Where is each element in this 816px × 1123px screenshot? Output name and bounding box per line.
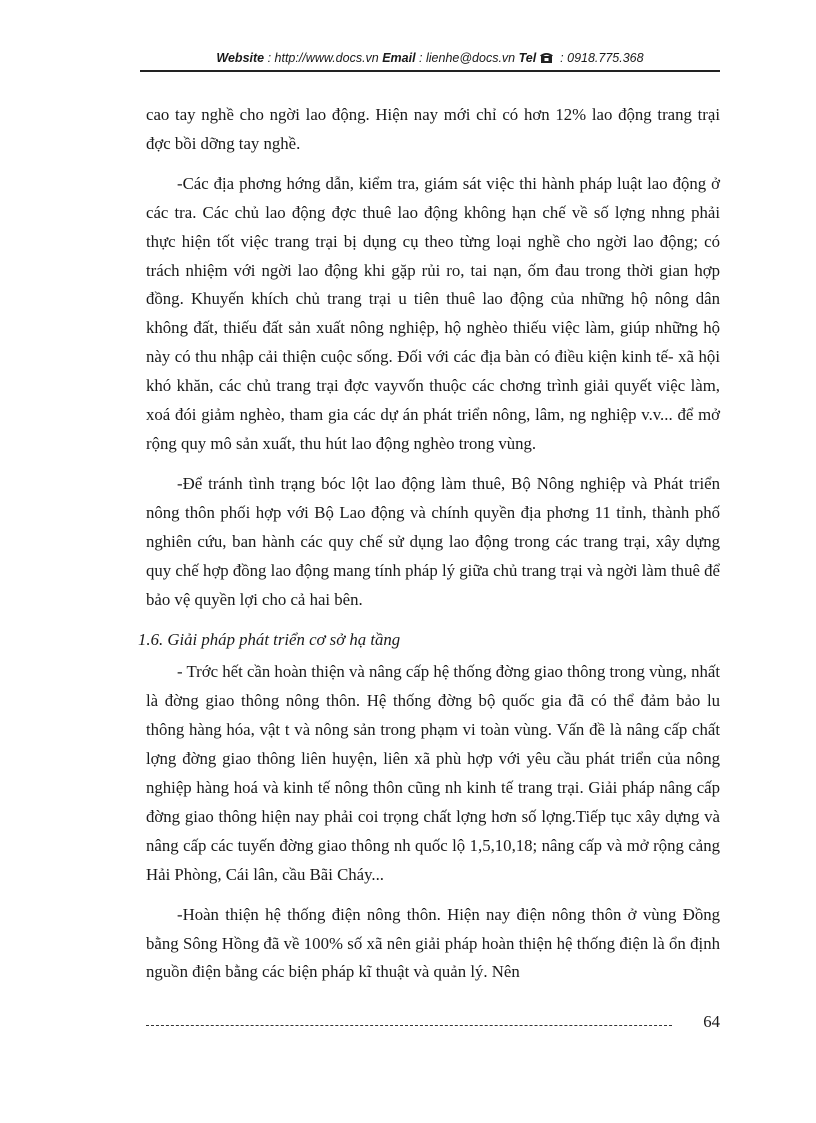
page-header [140, 48, 720, 72]
footer-divider [146, 1025, 672, 1026]
paragraph-4: - Trớc hết cần hoàn thiện và nâng cấp hệ thống đờng giao thông trong vùng, nhất là đờng giao thông nông thôn. Hệ thống đờng bộ quốc gia đã có thể đảm bảo lu thông hàng hóa, vật t và nông sản trong phạm vi toàn vùng. Vấn đề là nâng cấp chất lợng đờng giao thông liên huyện, liên xã phù hợp với yêu cầu phát triển của nông nghiệp hàng hoá và kinh tế nông thôn cũng nh kinh tế trang trại. Giải pháp nâng cấp đờng giao thông hiện nay phải coi trọng chất lợng hơn số lợng.Tiếp tục xây dựng và nâng cấp các tuyến đờng giao thông nh quốc lộ 1,5,10,18; nâng cấp và mở rộng cảng Hải Phòng, Cái lân, cầu Bãi Cháy... [146, 662, 720, 884]
website-value: : http://www.docs.vn [264, 51, 383, 65]
website-label: Website [216, 51, 265, 65]
section-heading: 1.6. Giải pháp phát triển cơ sở hạ tầng [138, 630, 401, 650]
paragraph-5: -Hoàn thiện hệ thống điện nông thôn. Hiện nay điện nông thôn ở vùng Đồng bằng Sông Hồng đã về 100% số xã nên giải pháp hoàn thiện hệ thống điện là ổn định nguồn điện bằng các biện pháp kĩ thuật và quản lý. Nên [146, 904, 720, 982]
paragraph-2: -Các địa phơng hớng dẫn, kiểm tra, giám sát việc thi hành pháp luật lao động ở các tra. Các chủ lao động đợc thuê lao động không hạn chế về số lợng nhng phải thực hiện tốt việc trang trại bị dụng cụ theo từng loại nghề cho ngời lao động; có trách nhiệm với ngời lao động khi gặp rủi ro, tai nạn, ốm đau trong thời gian hợp đồng. Khuyến khích chủ trang trại u tiên thuê lao động của những hộ nông dân không đất, thiếu đất sản xuất nông nghiệp, hộ nghèo thiếu việc làm, giúp những hộ này có thu nhập cải thiện cuộc sống. Đối với các địa bàn có điều kiện kinh tế- xã hội khó khăn, các chủ trang trại đợc vayvốn thuộc các chơng trình giải quyết việc làm, xoá đói giảm nghèo, tham gia các dự án phát triển nông, lâm, ng nghiệp v.v... để mở rộng quy mô sản xuất, thu hút lao động nghèo trong vùng. [146, 173, 720, 453]
phone-icon [540, 51, 553, 65]
email-label: Email [382, 51, 416, 65]
tel-label: Tel [518, 51, 537, 65]
paragraph-3: -Để tránh tình trạng bóc lột lao động làm thuê, Bộ Nông nghiệp và Phát triển nông thôn phối hợp với Bộ Lao động và chính quyền địa phơng 11 tỉnh, thành phố nghiên cứu, ban hành các quy chế sử dụng lao động trong các trang trại, xây dựng quy chế hợp đồng lao động mang tính pháp lý giữa chủ trang trại và ngời làm thuê để bảo vệ quyền lợi cho cả hai bên. [146, 473, 720, 609]
tel-value: : 0918.775.368 [556, 51, 644, 65]
page-number: 64 [703, 1012, 720, 1031]
paragraph-1: cao tay nghề cho ngời lao động. Hiện nay mới chỉ có hơn 12% lao động trang trại đợc bồi dỡng tay nghề. [146, 105, 720, 153]
page-footer [146, 1012, 720, 1036]
document-body [138, 101, 720, 998]
email-value: : lienhe@docs.vn [415, 51, 519, 65]
